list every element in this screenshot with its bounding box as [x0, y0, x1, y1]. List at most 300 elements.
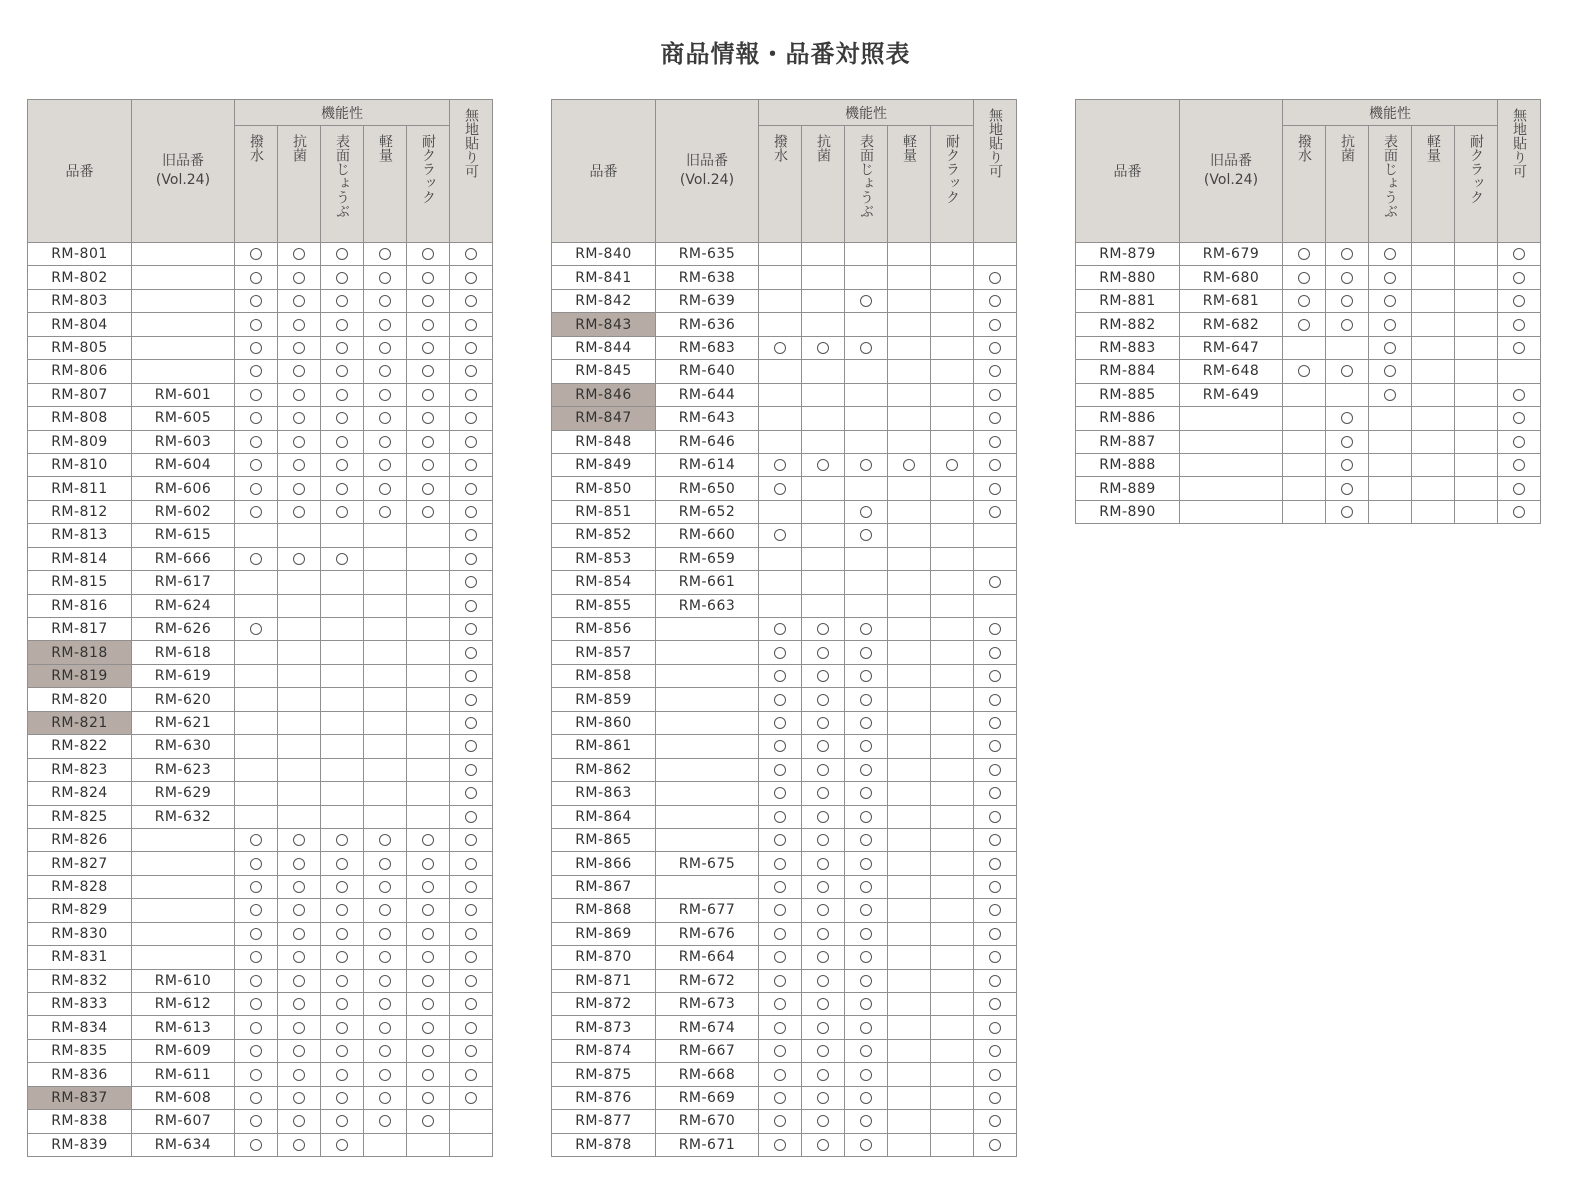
cell-water-repellent [759, 477, 802, 500]
circle-mark-icon [250, 342, 262, 354]
cell-durable-surface [845, 805, 888, 828]
cell-water-repellent [235, 969, 278, 992]
cell-water-repellent [759, 875, 802, 898]
circle-mark-icon [860, 717, 872, 729]
cell-lightweight [888, 711, 931, 734]
cell-product-code: RM-877 [552, 1110, 656, 1133]
table-row [28, 1016, 493, 1039]
header-no-ground-label: 無地貼り可 [463, 108, 480, 178]
cell-crack-resistant [931, 407, 974, 430]
circle-mark-icon [250, 1092, 262, 1104]
cell-no-ground [974, 547, 1017, 570]
table-row [552, 664, 1017, 687]
circle-mark-icon [336, 881, 348, 893]
header-feature-label: 抗菌 [291, 134, 307, 162]
cell-water-repellent [1283, 477, 1326, 500]
cell-crack-resistant [931, 1110, 974, 1133]
cell-old-code: RM-675 [656, 852, 759, 875]
cell-water-repellent [1283, 266, 1326, 289]
circle-mark-icon [817, 1022, 829, 1034]
cell-no-ground [974, 383, 1017, 406]
circle-mark-icon [336, 975, 348, 987]
cell-product-code: RM-886 [1076, 407, 1180, 430]
product-table-2 [551, 99, 1017, 1157]
cell-old-code: RM-669 [656, 1086, 759, 1109]
cell-no-ground [974, 993, 1017, 1016]
table-row [552, 993, 1017, 1016]
table-row [552, 899, 1017, 922]
cell-no-ground [974, 852, 1017, 875]
cell-old-code [1180, 477, 1283, 500]
cell-durable-surface [845, 618, 888, 641]
table-row [552, 875, 1017, 898]
circle-mark-icon [989, 483, 1001, 495]
cell-no-ground [450, 993, 493, 1016]
cell-durable-surface [845, 336, 888, 359]
cell-no-ground [450, 547, 493, 570]
cell-durable-surface [321, 805, 364, 828]
table-row [28, 500, 493, 523]
cell-product-code: RM-825 [28, 805, 132, 828]
cell-durable-surface [1369, 243, 1412, 266]
cell-product-code: RM-810 [28, 453, 132, 476]
header-old-code [1180, 100, 1283, 243]
cell-crack-resistant [407, 594, 450, 617]
cell-water-repellent [1283, 336, 1326, 359]
table-row [28, 313, 493, 336]
circle-mark-icon [860, 1045, 872, 1057]
circle-mark-icon [1341, 248, 1353, 260]
cell-product-code: RM-817 [28, 618, 132, 641]
circle-mark-icon [817, 904, 829, 916]
table-row [1076, 336, 1541, 359]
circle-mark-icon [422, 1045, 434, 1057]
cell-crack-resistant [931, 383, 974, 406]
circle-mark-icon [293, 904, 305, 916]
table-row [552, 383, 1017, 406]
cell-no-ground [450, 430, 493, 453]
circle-mark-icon [293, 1139, 305, 1151]
cell-no-ground [450, 875, 493, 898]
circle-mark-icon [379, 834, 391, 846]
cell-durable-surface [1369, 360, 1412, 383]
cell-crack-resistant [931, 969, 974, 992]
cell-crack-resistant [407, 453, 450, 476]
cell-water-repellent [1283, 430, 1326, 453]
circle-mark-icon [293, 272, 305, 284]
cell-crack-resistant [407, 688, 450, 711]
cell-water-repellent [235, 852, 278, 875]
cell-lightweight [888, 500, 931, 523]
cell-product-code: RM-818 [28, 641, 132, 664]
cell-durable-surface [845, 243, 888, 266]
cell-lightweight [364, 313, 407, 336]
cell-water-repellent [759, 1133, 802, 1156]
table-row [552, 618, 1017, 641]
circle-mark-icon [1513, 483, 1525, 495]
header-feature-label: 耐クラック [420, 134, 437, 204]
cell-product-code: RM-840 [552, 243, 656, 266]
circle-mark-icon [989, 365, 1001, 377]
cell-crack-resistant [931, 758, 974, 781]
circle-mark-icon [1341, 272, 1353, 284]
cell-lightweight [364, 688, 407, 711]
cell-product-code: RM-827 [28, 852, 132, 875]
cell-antibacterial [278, 594, 321, 617]
cell-antibacterial [802, 1110, 845, 1133]
circle-mark-icon [465, 1045, 477, 1057]
cell-antibacterial [278, 735, 321, 758]
cell-water-repellent [759, 1086, 802, 1109]
header-no-ground-label: 無地貼り可 [1511, 108, 1528, 178]
circle-mark-icon [293, 975, 305, 987]
cell-durable-surface [1369, 453, 1412, 476]
circle-mark-icon [1341, 483, 1353, 495]
cell-durable-surface [321, 688, 364, 711]
circle-mark-icon [465, 319, 477, 331]
circle-mark-icon [1298, 295, 1310, 307]
cell-old-code [132, 243, 235, 266]
circle-mark-icon [1341, 319, 1353, 331]
header-feature-label: 軽量 [901, 134, 917, 162]
header-feature-durable-surface [845, 126, 888, 243]
header-code: 品番 [28, 100, 132, 243]
circle-mark-icon [817, 670, 829, 682]
cell-water-repellent [235, 735, 278, 758]
circle-mark-icon [1298, 248, 1310, 260]
cell-old-code: RM-666 [132, 547, 235, 570]
cell-old-code: RM-620 [132, 688, 235, 711]
cell-lightweight [364, 524, 407, 547]
circle-mark-icon [817, 951, 829, 963]
cell-product-code: RM-855 [552, 594, 656, 617]
cell-no-ground [450, 524, 493, 547]
cell-water-repellent [235, 1110, 278, 1133]
header-old-code-label: 旧品番 [686, 153, 728, 169]
table-row [552, 805, 1017, 828]
cell-antibacterial [802, 547, 845, 570]
table-row [28, 1133, 493, 1156]
circle-mark-icon [817, 998, 829, 1010]
cell-lightweight [888, 899, 931, 922]
cell-no-ground [974, 828, 1017, 851]
table-row [552, 266, 1017, 289]
cell-old-code: RM-677 [656, 899, 759, 922]
cell-no-ground [450, 758, 493, 781]
circle-mark-icon [1384, 365, 1396, 377]
cell-durable-surface [845, 407, 888, 430]
cell-crack-resistant [407, 360, 450, 383]
cell-antibacterial [1326, 266, 1369, 289]
circle-mark-icon [250, 483, 262, 495]
cell-crack-resistant [407, 1063, 450, 1086]
circle-mark-icon [379, 412, 391, 424]
cell-crack-resistant [931, 1016, 974, 1039]
cell-crack-resistant [1455, 336, 1498, 359]
circle-mark-icon [774, 764, 786, 776]
cell-old-code: RM-682 [1180, 313, 1283, 336]
cell-water-repellent [235, 430, 278, 453]
cell-water-repellent [235, 946, 278, 969]
cell-lightweight [888, 688, 931, 711]
cell-water-repellent [1283, 243, 1326, 266]
table-row [28, 547, 493, 570]
cell-product-code: RM-851 [552, 500, 656, 523]
cell-lightweight [364, 993, 407, 1016]
cell-antibacterial [802, 1016, 845, 1039]
cell-old-code: RM-650 [656, 477, 759, 500]
circle-mark-icon [293, 1092, 305, 1104]
cell-water-repellent [235, 289, 278, 312]
cell-crack-resistant [1455, 430, 1498, 453]
cell-durable-surface [845, 875, 888, 898]
circle-mark-icon [465, 365, 477, 377]
cell-old-code [132, 828, 235, 851]
circle-mark-icon [1298, 319, 1310, 331]
cell-old-code: RM-638 [656, 266, 759, 289]
circle-mark-icon [860, 975, 872, 987]
table-row [552, 336, 1017, 359]
cell-lightweight [1412, 453, 1455, 476]
cell-crack-resistant [1455, 407, 1498, 430]
cell-old-code: RM-624 [132, 594, 235, 617]
table-row [552, 852, 1017, 875]
cell-antibacterial [278, 1039, 321, 1062]
circle-mark-icon [860, 670, 872, 682]
circle-mark-icon [860, 529, 872, 541]
header-feature-label: 撥水 [772, 134, 788, 162]
cell-water-repellent [235, 993, 278, 1016]
cell-no-ground [974, 289, 1017, 312]
cell-no-ground [974, 875, 1017, 898]
cell-no-ground [974, 782, 1017, 805]
circle-mark-icon [293, 436, 305, 448]
circle-mark-icon [250, 272, 262, 284]
cell-product-code: RM-850 [552, 477, 656, 500]
circle-mark-icon [860, 342, 872, 354]
header-feature-water-repellent [759, 126, 802, 243]
cell-crack-resistant [407, 383, 450, 406]
cell-water-repellent [235, 664, 278, 687]
circle-mark-icon [1341, 295, 1353, 307]
cell-lightweight [888, 477, 931, 500]
cell-no-ground [450, 641, 493, 664]
circle-mark-icon [817, 1045, 829, 1057]
circle-mark-icon [860, 623, 872, 635]
table-row [28, 383, 493, 406]
cell-water-repellent [235, 313, 278, 336]
circle-mark-icon [293, 342, 305, 354]
cell-no-ground [974, 735, 1017, 758]
cell-product-code: RM-802 [28, 266, 132, 289]
cell-no-ground [450, 289, 493, 312]
cell-water-repellent [235, 524, 278, 547]
cell-crack-resistant [931, 524, 974, 547]
cell-water-repellent [759, 360, 802, 383]
circle-mark-icon [989, 342, 1001, 354]
cell-product-code: RM-889 [1076, 477, 1180, 500]
cell-old-code: RM-629 [132, 782, 235, 805]
circle-mark-icon [860, 740, 872, 752]
cell-no-ground [450, 1110, 493, 1133]
circle-mark-icon [817, 459, 829, 471]
cell-lightweight [1412, 289, 1455, 312]
cell-crack-resistant [931, 500, 974, 523]
header-feature-water-repellent [1283, 126, 1326, 243]
cell-old-code: RM-660 [656, 524, 759, 547]
table-row [28, 430, 493, 453]
cell-old-code: RM-668 [656, 1063, 759, 1086]
circle-mark-icon [379, 951, 391, 963]
cell-lightweight [888, 993, 931, 1016]
table-row [28, 618, 493, 641]
cell-product-code: RM-858 [552, 664, 656, 687]
circle-mark-icon [989, 459, 1001, 471]
circle-mark-icon [336, 389, 348, 401]
cell-no-ground [1498, 383, 1541, 406]
circle-mark-icon [1341, 459, 1353, 471]
cell-product-code: RM-816 [28, 594, 132, 617]
circle-mark-icon [1513, 412, 1525, 424]
circle-mark-icon [250, 295, 262, 307]
table-row [28, 266, 493, 289]
table-row [28, 1086, 493, 1109]
cell-durable-surface [845, 500, 888, 523]
table-row [552, 500, 1017, 523]
cell-product-code: RM-866 [552, 852, 656, 875]
cell-antibacterial [802, 1039, 845, 1062]
circle-mark-icon [774, 928, 786, 940]
cell-durable-surface [845, 1086, 888, 1109]
circle-mark-icon [817, 975, 829, 987]
cell-water-repellent [235, 383, 278, 406]
circle-mark-icon [817, 787, 829, 799]
cell-durable-surface [845, 1039, 888, 1062]
header-feature-label: 撥水 [1296, 134, 1312, 162]
cell-antibacterial [802, 735, 845, 758]
table-row [28, 969, 493, 992]
cell-old-code [132, 946, 235, 969]
cell-product-code: RM-885 [1076, 383, 1180, 406]
circle-mark-icon [379, 1092, 391, 1104]
cell-durable-surface [845, 477, 888, 500]
cell-water-repellent [759, 969, 802, 992]
cell-water-repellent [759, 711, 802, 734]
cell-lightweight [364, 969, 407, 992]
cell-antibacterial [802, 922, 845, 945]
table-row [552, 828, 1017, 851]
cell-lightweight [888, 243, 931, 266]
header-feature-lightweight [888, 126, 931, 243]
cell-water-repellent [759, 758, 802, 781]
cell-no-ground [974, 969, 1017, 992]
cell-durable-surface [321, 735, 364, 758]
table-row [552, 547, 1017, 570]
cell-water-repellent [235, 1063, 278, 1086]
circle-mark-icon [422, 248, 434, 260]
cell-crack-resistant [407, 946, 450, 969]
cell-no-ground [450, 735, 493, 758]
cell-antibacterial [802, 289, 845, 312]
circle-mark-icon [817, 623, 829, 635]
cell-water-repellent [759, 852, 802, 875]
circle-mark-icon [465, 623, 477, 635]
circle-mark-icon [860, 881, 872, 893]
cell-old-code: RM-619 [132, 664, 235, 687]
cell-lightweight [888, 336, 931, 359]
circle-mark-icon [1341, 436, 1353, 448]
cell-crack-resistant [407, 500, 450, 523]
cell-lightweight [364, 899, 407, 922]
cell-antibacterial [802, 852, 845, 875]
circle-mark-icon [989, 1092, 1001, 1104]
cell-lightweight [364, 594, 407, 617]
table-row [28, 360, 493, 383]
circle-mark-icon [774, 483, 786, 495]
cell-durable-surface [321, 664, 364, 687]
circle-mark-icon [293, 998, 305, 1010]
circle-mark-icon [817, 1069, 829, 1081]
cell-no-ground [450, 664, 493, 687]
cell-product-code: RM-875 [552, 1063, 656, 1086]
circle-mark-icon [379, 998, 391, 1010]
table-row [28, 1039, 493, 1062]
header-feature-label: 軽量 [377, 134, 393, 162]
cell-lightweight [364, 875, 407, 898]
cell-product-code: RM-823 [28, 758, 132, 781]
circle-mark-icon [1513, 295, 1525, 307]
circle-mark-icon [989, 389, 1001, 401]
cell-lightweight [364, 828, 407, 851]
circle-mark-icon [989, 576, 1001, 588]
cell-durable-surface [1369, 430, 1412, 453]
cell-lightweight [364, 453, 407, 476]
cell-durable-surface [845, 383, 888, 406]
product-table-3 [1075, 99, 1541, 524]
circle-mark-icon [250, 412, 262, 424]
cell-water-repellent [1283, 407, 1326, 430]
cell-durable-surface [845, 711, 888, 734]
cell-lightweight [1412, 500, 1455, 523]
circle-mark-icon [379, 1069, 391, 1081]
circle-mark-icon [860, 1115, 872, 1127]
circle-mark-icon [250, 1115, 262, 1127]
cell-lightweight [888, 594, 931, 617]
cell-no-ground [974, 1086, 1017, 1109]
cell-water-repellent [759, 664, 802, 687]
cell-water-repellent [759, 899, 802, 922]
cell-durable-surface [321, 289, 364, 312]
cell-old-code [132, 899, 235, 922]
cell-no-ground [1498, 289, 1541, 312]
cell-crack-resistant [931, 828, 974, 851]
table-row [28, 758, 493, 781]
cell-durable-surface [845, 828, 888, 851]
cell-antibacterial [1326, 289, 1369, 312]
cell-antibacterial [278, 266, 321, 289]
cell-old-code: RM-643 [656, 407, 759, 430]
circle-mark-icon [379, 342, 391, 354]
circle-mark-icon [465, 811, 477, 823]
circle-mark-icon [774, 1139, 786, 1151]
circle-mark-icon [989, 740, 1001, 752]
circle-mark-icon [1513, 436, 1525, 448]
cell-antibacterial [1326, 500, 1369, 523]
table-row [1076, 453, 1541, 476]
circle-mark-icon [465, 412, 477, 424]
cell-water-repellent [235, 571, 278, 594]
cell-crack-resistant [407, 1016, 450, 1039]
